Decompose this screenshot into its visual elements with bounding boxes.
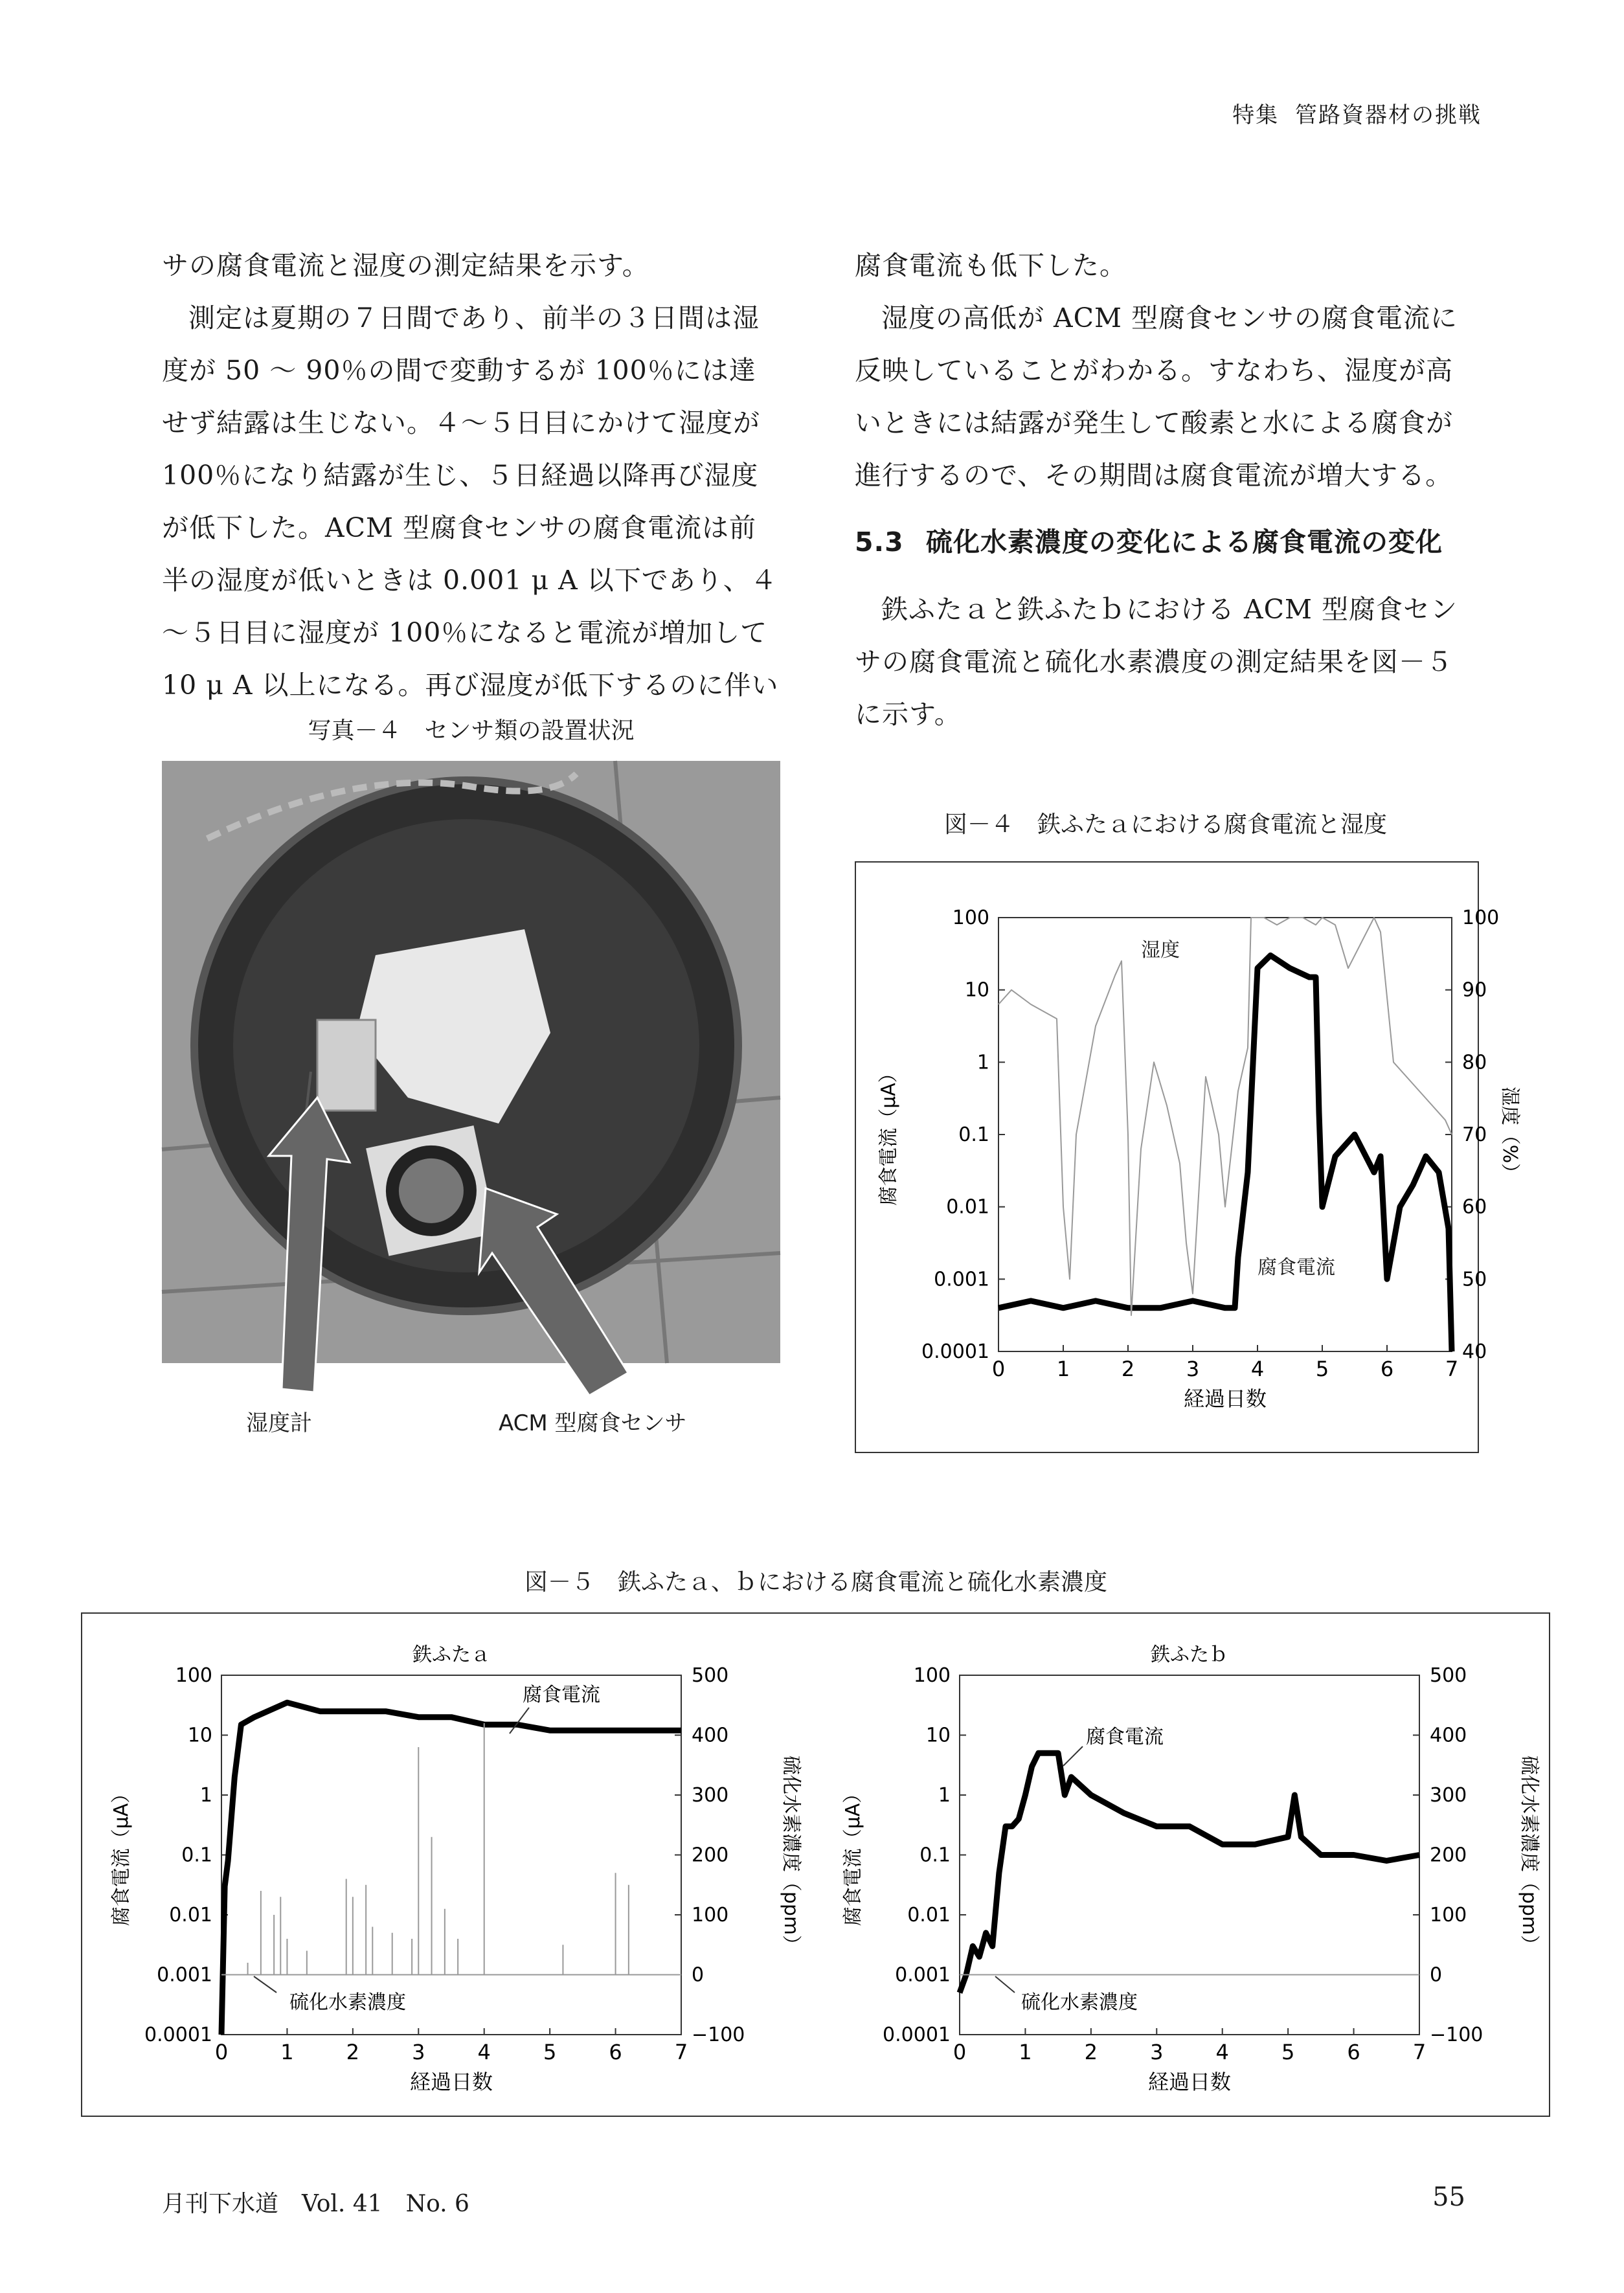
header-series: 特集 xyxy=(1232,102,1280,128)
y2-tick-label: 500 xyxy=(692,1664,729,1687)
y-tick-label: 0.01 xyxy=(946,1195,989,1219)
right-column xyxy=(855,240,1473,741)
y2-axis-label: 湿度（%） xyxy=(1498,1086,1521,1183)
figure5-frame xyxy=(81,1612,1550,2117)
paragraph: 測定は夏期の７日間であり、前半の３日間は湿度が 50 ～ 90％の間で変動するが 100％には達せず結露は生じない。４～５日目にかけて湿度が 100％になり結露が生じ、５日経過以降再び湿度が低下した。ACM 型腐食センサの腐食電流は前半の湿度が低いときは 0.001 μ A 以下であり、４～５日目に湿度が 100％になると電流が増加して 10 μ A 以上になる。再び湿度が低下するのに伴い xyxy=(162,302,779,701)
y2-tick-label: 40 xyxy=(1462,1340,1487,1363)
figure5b-chart xyxy=(814,1614,1546,2116)
y2-tick-label: 90 xyxy=(1462,978,1487,1002)
x-tick-label: 0 xyxy=(953,2040,967,2064)
y-tick-label: 10 xyxy=(925,1724,951,1747)
y-tick-label: 0.001 xyxy=(934,1268,989,1291)
y2-tick-label: 100 xyxy=(1430,1904,1467,1926)
x-axis-label: 経過日数 xyxy=(1147,2070,1232,2094)
x-tick-label: 1 xyxy=(1056,1357,1070,1381)
y-tick-label: 0.0001 xyxy=(883,2024,951,2046)
label-corrosion-current: 腐食電流 xyxy=(1257,1256,1335,1279)
label-leader xyxy=(1063,1746,1083,1766)
x-tick-label: 7 xyxy=(1445,1357,1459,1381)
x-tick-label: 6 xyxy=(609,2040,622,2064)
y-tick-label: 100 xyxy=(175,1664,212,1687)
y2-tick-label: 400 xyxy=(1430,1724,1467,1747)
y-tick-label: 10 xyxy=(187,1724,212,1747)
label-humidity-meter: 湿度計 xyxy=(246,1410,312,1436)
left-column xyxy=(162,240,780,712)
paragraph: サの腐食電流と湿度の測定結果を示す。 xyxy=(162,250,649,281)
x-tick-label: 7 xyxy=(1412,2040,1427,2064)
y2-tick-label: 0 xyxy=(1430,1963,1443,1987)
y2-tick-label: 500 xyxy=(1430,1664,1467,1687)
label-h2s: 硫化水素濃度 xyxy=(1021,1991,1138,2014)
y-tick-label: 0.0001 xyxy=(144,2024,212,2046)
x-tick-label: 2 xyxy=(346,2040,360,2064)
x-tick-label: 0 xyxy=(214,2040,229,2064)
section-number: 5.3 xyxy=(855,526,904,558)
series-line xyxy=(998,955,1452,1351)
y2-tick-label: 100 xyxy=(1462,907,1500,929)
y2-tick-label: 200 xyxy=(1430,1844,1467,1867)
y-tick-label: 0.1 xyxy=(919,1844,951,1867)
y2-tick-label: 70 xyxy=(1462,1124,1487,1146)
y-tick-label: 0.001 xyxy=(157,1963,212,1987)
x-tick-label: 4 xyxy=(477,2040,491,2064)
y2-tick-label: 400 xyxy=(692,1724,729,1747)
header-title: 管路資器材の挑戦 xyxy=(1295,102,1482,128)
series-line xyxy=(221,1702,681,2035)
y2-tick-label: 50 xyxy=(1462,1268,1487,1291)
y2-tick-label: −100 xyxy=(1430,2024,1483,2046)
x-tick-label: 4 xyxy=(1250,1357,1265,1381)
label-leader xyxy=(510,1708,529,1734)
x-tick-label: 6 xyxy=(1380,1357,1394,1381)
y-tick-label: 0.0001 xyxy=(921,1340,989,1363)
label-leader xyxy=(995,1976,1015,1993)
x-tick-label: 5 xyxy=(1281,2040,1295,2064)
x-tick-label: 3 xyxy=(1150,2040,1164,2064)
y2-tick-label: 0 xyxy=(692,1963,705,1987)
x-tick-label: 6 xyxy=(1347,2040,1360,2064)
y2-tick-label: 80 xyxy=(1462,1051,1487,1074)
label-corrosion-current: 腐食電流 xyxy=(523,1684,600,1706)
y-tick-label: 1 xyxy=(976,1051,989,1074)
x-tick-label: 7 xyxy=(674,2040,688,2064)
page-number: 55 xyxy=(1432,2182,1465,2212)
y2-axis-label: 硫化水素濃度（ppm） xyxy=(1518,1755,1540,1955)
label-acm-sensor: ACM 型腐食センサ xyxy=(499,1410,687,1436)
y-tick-label: 0.001 xyxy=(895,1963,951,1987)
y2-tick-label: 200 xyxy=(692,1844,729,1867)
figure4-caption: 図－４ 鉄ふたａにおける腐食電流と湿度 xyxy=(943,811,1387,838)
y-tick-label: 100 xyxy=(913,1664,951,1687)
section-heading xyxy=(855,520,1473,564)
y2-tick-label: 300 xyxy=(1430,1784,1467,1807)
y-tick-label: 0.1 xyxy=(958,1124,989,1146)
y-tick-label: 1 xyxy=(938,1784,951,1807)
y2-tick-label: −100 xyxy=(692,2024,745,2046)
x-tick-label: 4 xyxy=(1215,2040,1229,2064)
paragraph: 鉄ふたａと鉄ふたｂにおける ACM 型腐食センサの腐食電流と硫化水素濃度の測定結果を図－５に示す。 xyxy=(855,594,1458,730)
y-tick-label: 0.01 xyxy=(169,1904,212,1926)
figure5a-chart xyxy=(82,1614,814,2116)
y2-tick-label: 300 xyxy=(692,1784,729,1807)
x-tick-label: 2 xyxy=(1121,1357,1135,1381)
y-tick-label: 100 xyxy=(952,907,989,929)
label-corrosion-current: 腐食電流 xyxy=(1086,1726,1164,1748)
x-axis-label: 経過日数 xyxy=(1183,1386,1267,1411)
x-tick-label: 3 xyxy=(412,2040,425,2064)
footer-journal: 月刊下水道 Vol. 41 No. 6 xyxy=(162,2191,469,2217)
label-leader xyxy=(254,1976,276,1993)
figure4-frame xyxy=(855,861,1521,1453)
x-tick-label: 5 xyxy=(1315,1357,1329,1381)
running-header xyxy=(1232,97,1482,129)
paragraph: 腐食電流も低下した。 xyxy=(855,250,1127,281)
y-tick-label: 10 xyxy=(964,978,989,1002)
photo-arrows xyxy=(162,761,780,1447)
y2-axis-label: 硫化水素濃度（ppm） xyxy=(780,1755,802,1955)
y-tick-label: 0.01 xyxy=(907,1904,951,1926)
label-humidity: 湿度 xyxy=(1141,939,1180,962)
y-tick-label: 1 xyxy=(199,1784,212,1807)
chart-title: 鉄ふたｂ xyxy=(1151,1644,1228,1666)
x-tick-label: 5 xyxy=(543,2040,557,2064)
x-tick-label: 1 xyxy=(280,2040,294,2064)
x-axis-label: 経過日数 xyxy=(409,2070,493,2094)
x-tick-label: 1 xyxy=(1019,2040,1032,2064)
y-axis-label: 腐食電流（μA） xyxy=(110,1783,133,1926)
chart-title: 鉄ふたａ xyxy=(412,1644,490,1666)
x-tick-label: 0 xyxy=(991,1357,1006,1381)
y2-tick-label: 60 xyxy=(1462,1195,1487,1219)
label-h2s: 硫化水素濃度 xyxy=(289,1991,406,2014)
plot-area xyxy=(998,918,1452,1351)
x-tick-label: 3 xyxy=(1186,1357,1200,1381)
photo-caption: 写真－４ センサ類の設置状況 xyxy=(308,717,635,744)
series-line xyxy=(960,1753,1419,1993)
y-tick-label: 0.1 xyxy=(181,1844,212,1867)
paragraph: 湿度の高低が ACM 型腐食センサの腐食電流に反映していることがわかる。すなわち、湿度が高いときには結露が発生して酸素と水による腐食が進行するので、その期間は腐食電流が増大する。 xyxy=(855,302,1458,491)
section-title: 硫化水素濃度の変化による腐食電流の変化 xyxy=(926,526,1443,558)
y-axis-label: 腐食電流（μA） xyxy=(842,1783,864,1926)
y2-tick-label: 100 xyxy=(692,1904,729,1926)
figure5-caption: 図－５ 鉄ふたａ、ｂにおける腐食電流と硫化水素濃度 xyxy=(524,1569,1107,1596)
x-tick-label: 2 xyxy=(1084,2040,1098,2064)
y-axis-label: 腐食電流（μA） xyxy=(877,1063,900,1206)
